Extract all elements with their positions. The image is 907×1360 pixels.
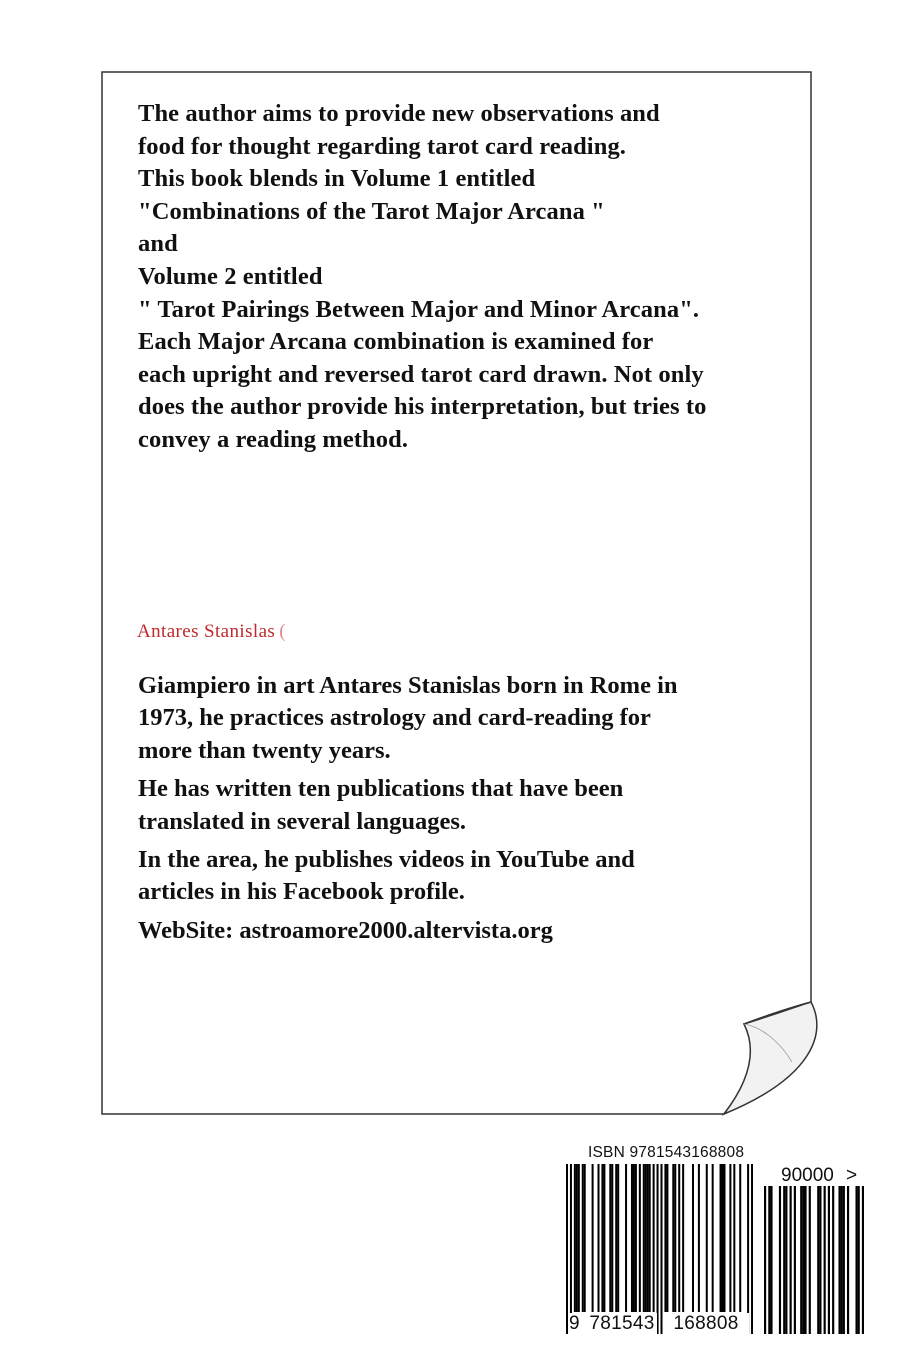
addon-barcode-bar bbox=[783, 1186, 785, 1334]
barcode-bar bbox=[645, 1164, 647, 1312]
barcode-bar bbox=[720, 1164, 722, 1312]
addon-barcode-bar bbox=[817, 1186, 819, 1334]
barcode-bar bbox=[615, 1164, 617, 1312]
addon-barcode-bar bbox=[804, 1186, 806, 1334]
bio-line: translated in several languages. bbox=[138, 807, 467, 835]
addon-barcode-bar bbox=[824, 1186, 826, 1334]
bio-line: WebSite: astroamore2000.altervista.org bbox=[138, 916, 553, 944]
barcode-bar bbox=[617, 1164, 619, 1312]
barcode-bar bbox=[647, 1164, 649, 1312]
blurb-line: each upright and reversed tarot card drawn. Not only bbox=[138, 360, 704, 388]
blurb-line: The author aims to provide new observations and bbox=[138, 100, 660, 127]
barcode-bar bbox=[592, 1164, 594, 1312]
price-addon-barcode bbox=[764, 1186, 864, 1334]
barcode-bar bbox=[664, 1164, 666, 1312]
addon-barcode-bar bbox=[790, 1186, 792, 1334]
addon-barcode-bar bbox=[779, 1186, 781, 1334]
bio-line: In the area, he publishes videos in YouTube and bbox=[138, 846, 635, 874]
barcode-guard-bar bbox=[566, 1164, 568, 1334]
barcode-guard-bar bbox=[570, 1164, 572, 1334]
barcode-bar bbox=[631, 1164, 633, 1312]
addon-barcode-bar bbox=[862, 1186, 864, 1334]
bio-line: articles in his Facebook profile. bbox=[138, 878, 465, 906]
ean-first-digit: 9 bbox=[569, 1313, 580, 1334]
addon-barcode-bar bbox=[800, 1186, 802, 1334]
addon-barcode-bar bbox=[855, 1186, 857, 1334]
barcode-guard-bar bbox=[660, 1164, 662, 1334]
barcode-bar bbox=[597, 1164, 599, 1312]
barcode-bar bbox=[576, 1164, 578, 1312]
blurb-line: This book blends in Volume 1 entitled bbox=[138, 165, 536, 193]
addon-barcode-bar bbox=[768, 1186, 770, 1334]
bio-line: Giampiero in art Antares Stanislas born in Rome in bbox=[138, 672, 678, 699]
addon-barcode-bar bbox=[843, 1186, 845, 1334]
addon-barcode-bar bbox=[858, 1186, 860, 1334]
ean13-barcode bbox=[566, 1164, 753, 1334]
barcode-bar bbox=[578, 1164, 580, 1312]
blurb-line: food for thought regarding tarot card reading. bbox=[138, 132, 627, 160]
barcode-bar bbox=[723, 1164, 725, 1312]
barcode-bar bbox=[674, 1164, 676, 1312]
barcode-bar bbox=[625, 1164, 627, 1312]
addon-barcode-bar bbox=[809, 1186, 811, 1334]
barcode-bar bbox=[653, 1164, 655, 1312]
addon-barcode-bar bbox=[794, 1186, 796, 1334]
ean-right-digits: 168808 bbox=[663, 1313, 749, 1335]
barcode-bar bbox=[698, 1164, 700, 1312]
barcode-bar bbox=[649, 1164, 651, 1312]
barcode-bar bbox=[672, 1164, 674, 1312]
bio-line: 1973, he practices astrology and card-reading for bbox=[138, 704, 651, 732]
book-blurb bbox=[138, 98, 778, 457]
barcode-bar bbox=[666, 1164, 668, 1312]
barcode-bar bbox=[682, 1164, 684, 1312]
author-name-tail: ( bbox=[279, 621, 286, 642]
author-bio bbox=[138, 670, 778, 947]
addon-barcode-bar bbox=[832, 1186, 834, 1334]
blurb-line: convey a reading method. bbox=[138, 425, 409, 453]
barcode-bar bbox=[733, 1164, 735, 1312]
addon-barcode-bar bbox=[764, 1186, 766, 1334]
barcode-bar bbox=[639, 1164, 641, 1312]
addon-barcode-bar bbox=[828, 1186, 830, 1334]
author-name-text: Antares Stanislas bbox=[137, 621, 276, 642]
ean-left-digits: 781543 bbox=[587, 1313, 657, 1335]
bio-line: He has written ten publications that have been bbox=[138, 775, 624, 803]
barcode-guard-bar bbox=[747, 1164, 749, 1334]
isbn-label: ISBN 9781543168808 bbox=[588, 1144, 745, 1161]
barcode-guard-bar bbox=[751, 1164, 753, 1334]
barcode-bar bbox=[692, 1164, 694, 1312]
blurb-line: "Combinations of the Tarot Major Arcana " bbox=[138, 197, 605, 225]
barcode-bar bbox=[582, 1164, 584, 1312]
barcode-bar bbox=[729, 1164, 731, 1312]
barcode-bar bbox=[635, 1164, 637, 1312]
barcode-bar bbox=[611, 1164, 613, 1312]
price-arrow: > bbox=[846, 1165, 858, 1186]
barcode-bar bbox=[739, 1164, 741, 1312]
barcode-bar bbox=[574, 1164, 576, 1312]
barcode-bar bbox=[633, 1164, 635, 1312]
barcode-bar bbox=[643, 1164, 645, 1312]
barcode-bar bbox=[609, 1164, 611, 1312]
addon-barcode-bar bbox=[802, 1186, 804, 1334]
price-code: 90000 bbox=[781, 1165, 834, 1186]
addon-barcode-bar bbox=[838, 1186, 840, 1334]
barcode-bar bbox=[706, 1164, 708, 1312]
barcode-bar bbox=[722, 1164, 724, 1312]
blurb-line: and bbox=[138, 230, 178, 258]
barcode-bar bbox=[678, 1164, 680, 1312]
barcode-bar bbox=[603, 1164, 605, 1312]
barcode-bar bbox=[601, 1164, 603, 1312]
barcode-bar bbox=[712, 1164, 714, 1312]
blurb-line: Volume 2 entitled bbox=[138, 262, 323, 290]
addon-barcode-bar bbox=[770, 1186, 772, 1334]
blurb-line: does the author provide his interpretation, but tries to bbox=[138, 393, 707, 421]
author-name bbox=[137, 621, 286, 643]
barcode-bar bbox=[584, 1164, 586, 1312]
addon-barcode-bar bbox=[847, 1186, 849, 1334]
barcode-guard-bar bbox=[657, 1164, 659, 1334]
addon-barcode-bar bbox=[841, 1186, 843, 1334]
blurb-line: " Tarot Pairings Between Major and Minor Arcana". bbox=[138, 295, 700, 323]
addon-barcode-bar bbox=[785, 1186, 787, 1334]
blurb-line: Each Major Arcana combination is examined for bbox=[138, 328, 654, 356]
bio-line: more than twenty years. bbox=[138, 736, 391, 764]
addon-barcode-bar bbox=[819, 1186, 821, 1334]
